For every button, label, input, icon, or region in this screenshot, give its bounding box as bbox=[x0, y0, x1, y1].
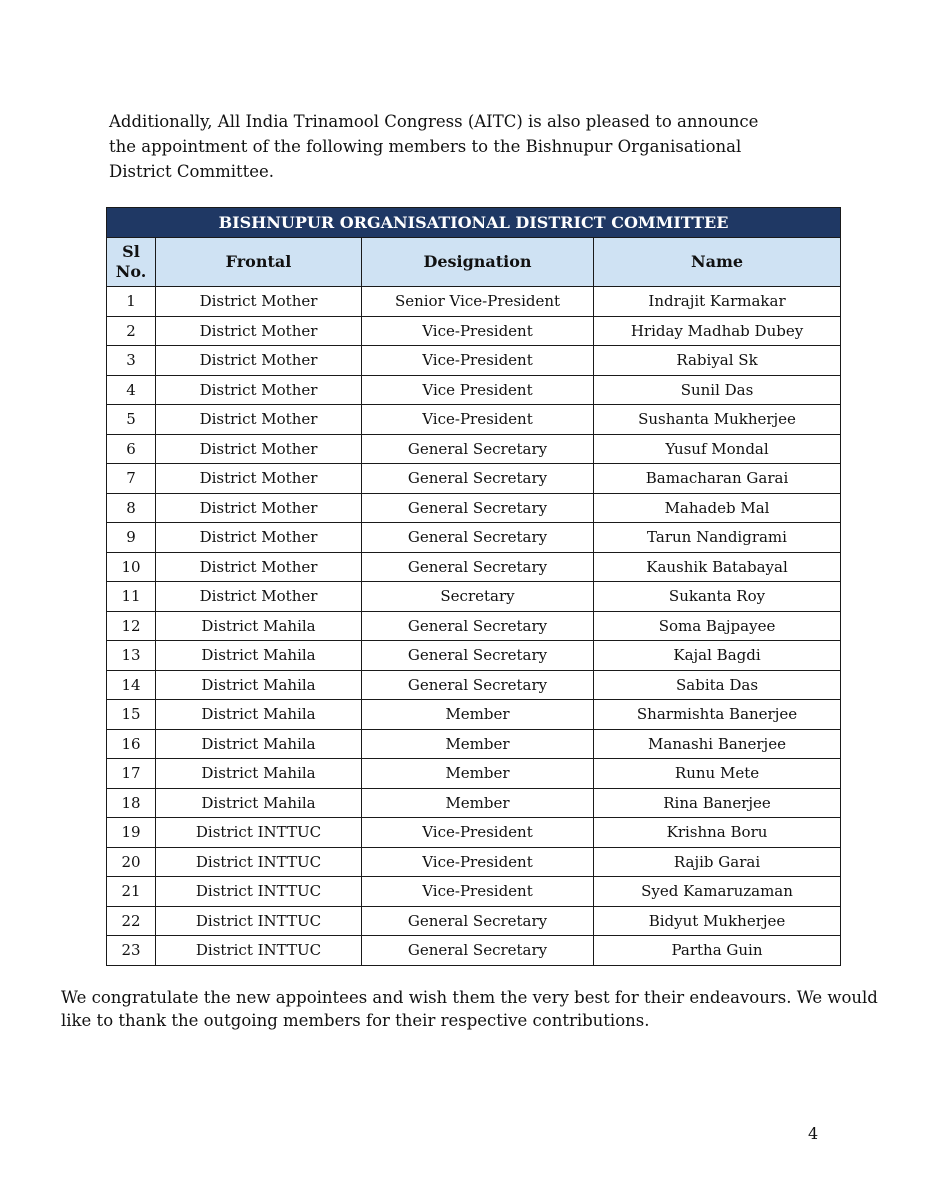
cell-name: Hriday Madhab Dubey bbox=[594, 316, 841, 346]
cell-designation: General Secretary bbox=[362, 434, 594, 464]
cell-designation: General Secretary bbox=[362, 936, 594, 966]
table-title: BISHNUPUR ORGANISATIONAL DISTRICT COMMITTEE bbox=[107, 208, 841, 238]
cell-frontal: District INTTUC bbox=[156, 818, 362, 848]
table-body bbox=[107, 287, 841, 966]
cell-sl-no: 10 bbox=[107, 552, 156, 582]
cell-sl-no: 9 bbox=[107, 523, 156, 553]
cell-sl-no: 16 bbox=[107, 729, 156, 759]
cell-frontal: District INTTUC bbox=[156, 847, 362, 877]
cell-frontal: District Mother bbox=[156, 523, 362, 553]
cell-name: Soma Bajpayee bbox=[594, 611, 841, 641]
cell-frontal: District Mother bbox=[156, 346, 362, 376]
column-header-frontal: Frontal bbox=[156, 238, 362, 287]
cell-sl-no: 20 bbox=[107, 847, 156, 877]
cell-frontal: District Mother bbox=[156, 316, 362, 346]
cell-name: Sabita Das bbox=[594, 670, 841, 700]
cell-sl-no: 14 bbox=[107, 670, 156, 700]
cell-designation: Member bbox=[362, 788, 594, 818]
committee-table bbox=[106, 207, 841, 966]
cell-frontal: District Mother bbox=[156, 405, 362, 435]
cell-name: Syed Kamaruzaman bbox=[594, 877, 841, 907]
cell-name: Sushanta Mukherjee bbox=[594, 405, 841, 435]
column-header-name: Name bbox=[594, 238, 841, 287]
cell-designation: Member bbox=[362, 759, 594, 789]
cell-designation: Member bbox=[362, 729, 594, 759]
cell-designation: Vice-President bbox=[362, 316, 594, 346]
cell-name: Runu Mete bbox=[594, 759, 841, 789]
cell-frontal: District Mother bbox=[156, 434, 362, 464]
cell-sl-no: 7 bbox=[107, 464, 156, 494]
cell-frontal: District Mother bbox=[156, 552, 362, 582]
cell-frontal: District INTTUC bbox=[156, 877, 362, 907]
cell-frontal: District Mahila bbox=[156, 700, 362, 730]
cell-designation: General Secretary bbox=[362, 464, 594, 494]
column-header-sl-no: Sl No. bbox=[107, 238, 156, 287]
table-row bbox=[107, 611, 841, 641]
cell-designation: Secretary bbox=[362, 582, 594, 612]
table-row bbox=[107, 818, 841, 848]
table-header-row bbox=[107, 238, 841, 287]
cell-sl-no: 1 bbox=[107, 287, 156, 317]
cell-name: Kaushik Batabayal bbox=[594, 552, 841, 582]
table-row bbox=[107, 729, 841, 759]
cell-frontal: District Mother bbox=[156, 493, 362, 523]
page-number: 4 bbox=[808, 1124, 819, 1143]
cell-name: Rabiyal Sk bbox=[594, 346, 841, 376]
cell-frontal: District Mahila bbox=[156, 729, 362, 759]
cell-frontal: District Mahila bbox=[156, 788, 362, 818]
cell-designation: General Secretary bbox=[362, 641, 594, 671]
cell-frontal: District Mother bbox=[156, 375, 362, 405]
cell-frontal: District Mother bbox=[156, 464, 362, 494]
column-header-designation: Designation bbox=[362, 238, 594, 287]
cell-designation: General Secretary bbox=[362, 906, 594, 936]
cell-designation: Vice-President bbox=[362, 405, 594, 435]
cell-designation: Vice-President bbox=[362, 818, 594, 848]
cell-designation: Vice-President bbox=[362, 346, 594, 376]
cell-sl-no: 17 bbox=[107, 759, 156, 789]
cell-sl-no: 13 bbox=[107, 641, 156, 671]
cell-name: Yusuf Mondal bbox=[594, 434, 841, 464]
table-row bbox=[107, 906, 841, 936]
cell-sl-no: 22 bbox=[107, 906, 156, 936]
table-row bbox=[107, 316, 841, 346]
cell-frontal: District Mahila bbox=[156, 759, 362, 789]
cell-sl-no: 3 bbox=[107, 346, 156, 376]
table-row bbox=[107, 434, 841, 464]
table-row bbox=[107, 346, 841, 376]
cell-name: Bamacharan Garai bbox=[594, 464, 841, 494]
cell-name: Sukanta Roy bbox=[594, 582, 841, 612]
cell-name: Sharmishta Banerjee bbox=[594, 700, 841, 730]
table-row bbox=[107, 641, 841, 671]
table-row bbox=[107, 552, 841, 582]
cell-name: Rajib Garai bbox=[594, 847, 841, 877]
cell-designation: General Secretary bbox=[362, 670, 594, 700]
closing-paragraph: We congratulate the new appointees and wish them the very best for their endeavours. We would like to thank the outgoing members for their respective contributions. bbox=[61, 988, 878, 1030]
cell-designation: Member bbox=[362, 700, 594, 730]
cell-sl-no: 5 bbox=[107, 405, 156, 435]
table-row bbox=[107, 847, 841, 877]
cell-designation: General Secretary bbox=[362, 552, 594, 582]
cell-name: Mahadeb Mal bbox=[594, 493, 841, 523]
cell-frontal: District Mahila bbox=[156, 670, 362, 700]
cell-designation: Senior Vice-President bbox=[362, 287, 594, 317]
cell-designation: Vice-President bbox=[362, 877, 594, 907]
table-row bbox=[107, 700, 841, 730]
cell-designation: Vice President bbox=[362, 375, 594, 405]
cell-sl-no: 2 bbox=[107, 316, 156, 346]
cell-frontal: District INTTUC bbox=[156, 936, 362, 966]
table-row bbox=[107, 788, 841, 818]
cell-designation: General Secretary bbox=[362, 493, 594, 523]
cell-sl-no: 18 bbox=[107, 788, 156, 818]
cell-sl-no: 19 bbox=[107, 818, 156, 848]
table-row bbox=[107, 287, 841, 317]
cell-name: Partha Guin bbox=[594, 936, 841, 966]
cell-sl-no: 12 bbox=[107, 611, 156, 641]
table-row bbox=[107, 582, 841, 612]
cell-frontal: District INTTUC bbox=[156, 906, 362, 936]
table-row bbox=[107, 523, 841, 553]
cell-name: Tarun Nandigrami bbox=[594, 523, 841, 553]
cell-frontal: District Mother bbox=[156, 287, 362, 317]
table-row bbox=[107, 375, 841, 405]
table-row bbox=[107, 493, 841, 523]
cell-sl-no: 4 bbox=[107, 375, 156, 405]
cell-sl-no: 21 bbox=[107, 877, 156, 907]
intro-paragraph: Additionally, All India Trinamool Congress (AITC) is also pleased to announce the appointment of the following members to the Bishnupur Organisational District Committee. bbox=[109, 112, 759, 181]
cell-sl-no: 11 bbox=[107, 582, 156, 612]
cell-sl-no: 6 bbox=[107, 434, 156, 464]
cell-name: Sunil Das bbox=[594, 375, 841, 405]
table-title-row bbox=[107, 208, 841, 238]
cell-designation: General Secretary bbox=[362, 611, 594, 641]
table-row bbox=[107, 670, 841, 700]
table-row bbox=[107, 877, 841, 907]
table-row bbox=[107, 936, 841, 966]
cell-frontal: District Mahila bbox=[156, 641, 362, 671]
table-row bbox=[107, 405, 841, 435]
cell-name: Bidyut Mukherjee bbox=[594, 906, 841, 936]
table-row bbox=[107, 464, 841, 494]
cell-designation: General Secretary bbox=[362, 523, 594, 553]
table-row bbox=[107, 759, 841, 789]
cell-sl-no: 8 bbox=[107, 493, 156, 523]
cell-designation: Vice-President bbox=[362, 847, 594, 877]
cell-frontal: District Mother bbox=[156, 582, 362, 612]
cell-name: Manashi Banerjee bbox=[594, 729, 841, 759]
cell-sl-no: 23 bbox=[107, 936, 156, 966]
cell-name: Krishna Boru bbox=[594, 818, 841, 848]
cell-name: Kajal Bagdi bbox=[594, 641, 841, 671]
cell-frontal: District Mahila bbox=[156, 611, 362, 641]
cell-name: Rina Banerjee bbox=[594, 788, 841, 818]
cell-name: Indrajit Karmakar bbox=[594, 287, 841, 317]
cell-sl-no: 15 bbox=[107, 700, 156, 730]
